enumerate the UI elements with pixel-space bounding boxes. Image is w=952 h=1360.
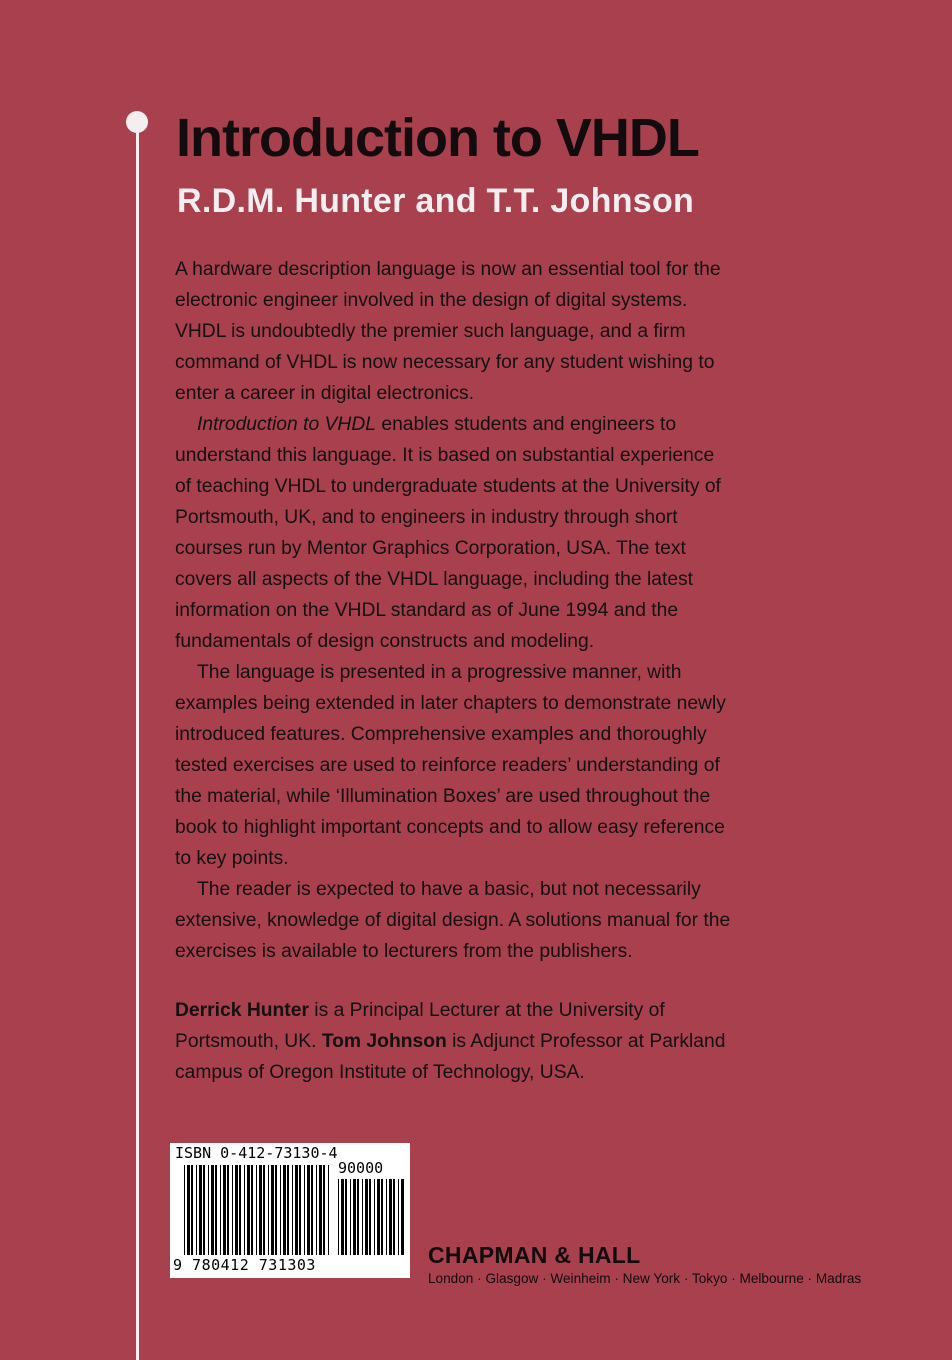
- author2-name: Tom Johnson: [321, 1031, 447, 1052]
- blurb-paragraph-2: [175, 409, 735, 657]
- publisher-name: CHAPMAN & HALL: [428, 1242, 641, 1268]
- book-authors: R.D.M. Hunter and T.T. Johnson: [177, 182, 695, 220]
- author1-name: Derrick Hunter: [175, 1000, 309, 1021]
- spine-line: [136, 122, 139, 1360]
- publisher-cities: London · Glasgow · Weinheim · New York · Tokyo · Melbourne · Madras: [428, 1271, 862, 1286]
- isbn-number: ISBN 0-412-73130-4: [175, 1144, 338, 1162]
- barcode: [170, 1143, 410, 1278]
- price-addon: 90000: [338, 1159, 384, 1177]
- book-title: Introduction to VHDL: [176, 108, 699, 168]
- blurb-paragraph-1: A hardware description language is now an essential tool for the electronic engineer involved in the design of digital systems. VHDL is undoubtedly the premier such language, and a firm command of VHDL is now necessary for any student wishing to enter a career in digital electronics.: [175, 259, 721, 404]
- blurb-paragraph-2-text: enables students and engineers to understand this language. It is based on substantial experience of teaching VHDL to undergraduate students at the University of Portsmouth, UK, and to engineers in industry through short courses run by Mentor Graphics Corporation, USA. The text covers all aspects of the VHDL language, including the latest information on the VHDL standard as of June 1994 and the fundamentals of design constructs and modeling.: [175, 414, 721, 652]
- author1-bio: is a Principal Lecturer at the University of Portsmouth, UK.: [175, 1000, 665, 1052]
- blurb-book-title: Introduction to VHDL: [197, 414, 376, 435]
- blurb-paragraph-4: The reader is expected to have a basic, but not necessarily extensive, knowledge of digital design. A solutions manual for the exercises is available to lecturers from the publishers.: [175, 879, 731, 962]
- ean-number: 9 780412 731303: [173, 1256, 316, 1274]
- spine-dot: [126, 111, 148, 133]
- blurb: [175, 254, 735, 967]
- author-bio: [175, 995, 735, 1088]
- blurb-paragraph-3: The language is presented in a progressive manner, with examples being extended in later chapters to demonstrate newly introduced features. Comprehensive examples and thoroughly tested exercises are used to reinforce readers’ understanding of the material, while ‘Illumination Boxes’ are used throughout the book to highlight important concepts and to allow easy reference to key points.: [175, 662, 726, 869]
- author2-bio: is Adjunct Professor at Parkland campus of Oregon Institute of Technology, USA.: [175, 1031, 726, 1083]
